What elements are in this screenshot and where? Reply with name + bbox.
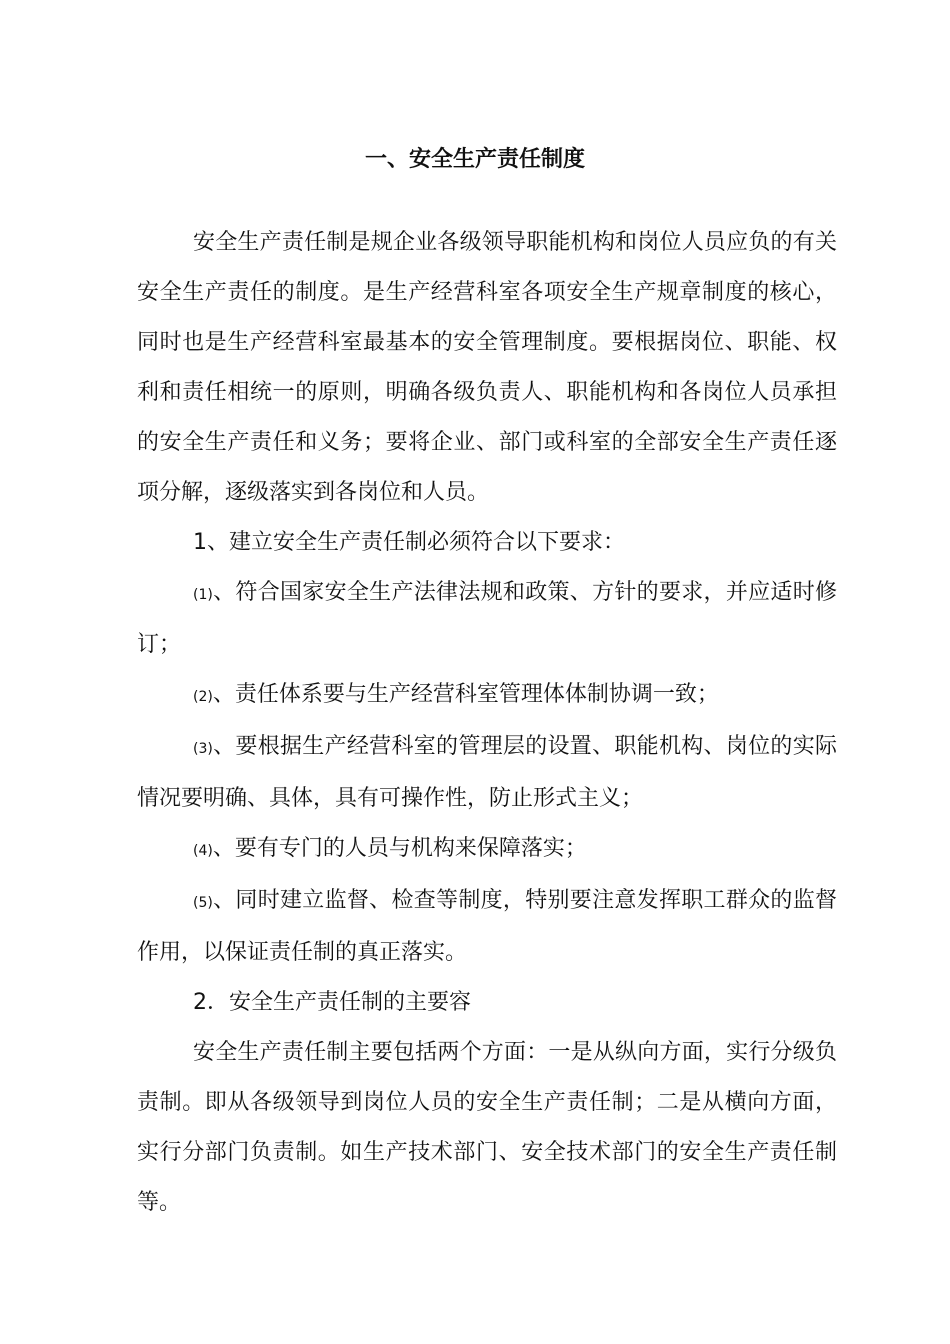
list-enumerator: (1): [193, 587, 213, 603]
paragraph-intro: 安全生产责任制是规企业各级领导职能机构和岗位人员应负的有关安全生产责任的制度。是生产经营科室各项安全生产规章制度的核心，同时也是生产经营科室最基本的安全管理制度。要根据岗位、职能、权利和责任相统一的原则，明确各级负责人、职能机构和各岗位人员承担的安全生产责任和义务；要将企业、部门或科室的全部安全生产责任逐项分解，逐级落实到各岗位和人员。: [137, 230, 837, 505]
list-enumerator: (2): [193, 689, 213, 705]
page-title: 一、安全生产责任制度: [364, 147, 585, 172]
list-enumerator: (5): [193, 895, 213, 911]
paragraph-requirement-5: (5)、同时建立监督、检查等制度，特别要注意发挥职工群众的监督作用，以保证责任制的真正落实。: [137, 888, 837, 965]
paragraph-requirement-4: (4)、要有专门的人员与机构来保障落实；: [193, 836, 587, 861]
paragraph-requirement-3: (3)、要根据生产经营科室的管理层的设置、职能机构、岗位的实际情况要明确、具体，具有可操作性，防止形式主义；: [137, 734, 837, 811]
paragraph-main-content: 安全生产责任制主要包括两个方面：一是从纵向方面，实行分级负责制。即从各级领导到岗位人员的安全生产责任制；二是从横向方面，实行分部门负责制。如生产技术部门、安全技术部门的安全生产责任制等。: [137, 1040, 837, 1215]
paragraph-requirement-1: (1)、符合国家安全生产法律法规和政策、方针的要求，并应适时修订；: [137, 580, 837, 657]
paragraph-requirements-heading: 1、建立安全生产责任制必须符合以下要求：: [193, 530, 625, 555]
paragraph-main-content-heading: 2．安全生产责任制的主要容: [193, 990, 471, 1015]
list-enumerator: (3): [193, 741, 213, 757]
document-body: [137, 218, 837, 1228]
list-enumerator: (4): [193, 843, 213, 859]
paragraph-requirement-2: (2)、责任体系要与生产经营科室管理体体制协调一致；: [193, 682, 719, 707]
